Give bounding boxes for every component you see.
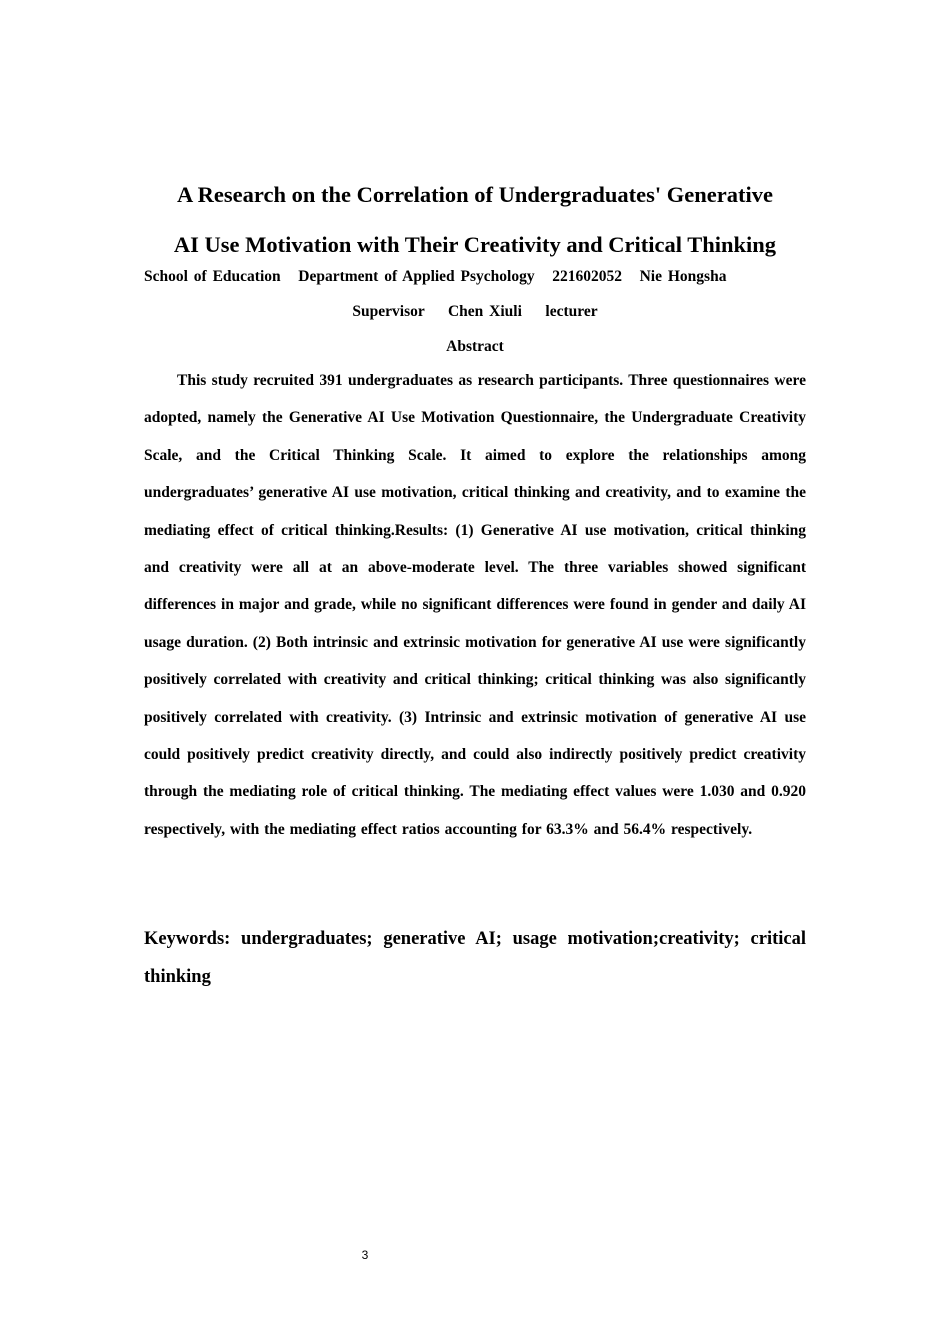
author-info-line	[144, 266, 806, 288]
keywords: Keywords: undergraduates; generative AI; usage motivation;creativity; critical thinking	[144, 929, 806, 987]
school-name: School of Education	[144, 268, 281, 285]
title-line-2: AI Use Motivation with Their Creativity and Critical Thinking	[173, 232, 777, 257]
paper-title	[144, 170, 806, 270]
abstract-heading: Abstract	[446, 338, 504, 355]
supervisor-info-line	[144, 301, 806, 323]
student-id: 221602052	[552, 268, 622, 285]
page-number: 3	[361, 1248, 369, 1262]
supervisor-title: lecturer	[545, 303, 598, 320]
supervisor-label: Supervisor	[352, 303, 425, 320]
abstract-body: This study recruited 391 undergraduates as research participants. Three questionnaires were adopted, namely the Generative AI Use Motivation Questionnaire, the Undergraduate Creativity Scale, and the Critical Thinking Scale. It aimed to explore the relationships among undergraduates’ generative AI use motivation, critical thinking and creativity, and to examine the mediating effect of critical thinking.Results: (1) Generative AI use motivation, critical thinking and creativity were all at an above-moderate level. The three variables showed significant differences in major and grade, while no significant differences were found in gender and daily AI usage duration. (2) Both intrinsic and extrinsic motivation for generative AI use were significantly positively correlated with creativity and critical thinking; critical thinking was also significantly positively correlated with creativity. (3) Intrinsic and extrinsic motivation of generative AI use could positively predict creativity directly, and could also indirectly positively predict creativity through the mediating role of critical thinking. The mediating effect values were 1.030 and 0.920 respectively, with the mediating effect ratios accounting for 63.3% and 56.4% respectively.	[144, 372, 806, 838]
title-line-1: A Research on the Correlation of Undergraduates' Generative	[177, 182, 773, 207]
department-name: Department of Applied Psychology	[298, 268, 535, 285]
author-name: Nie Hongsha	[639, 268, 727, 285]
supervisor-name: Chen Xiuli	[447, 303, 522, 320]
